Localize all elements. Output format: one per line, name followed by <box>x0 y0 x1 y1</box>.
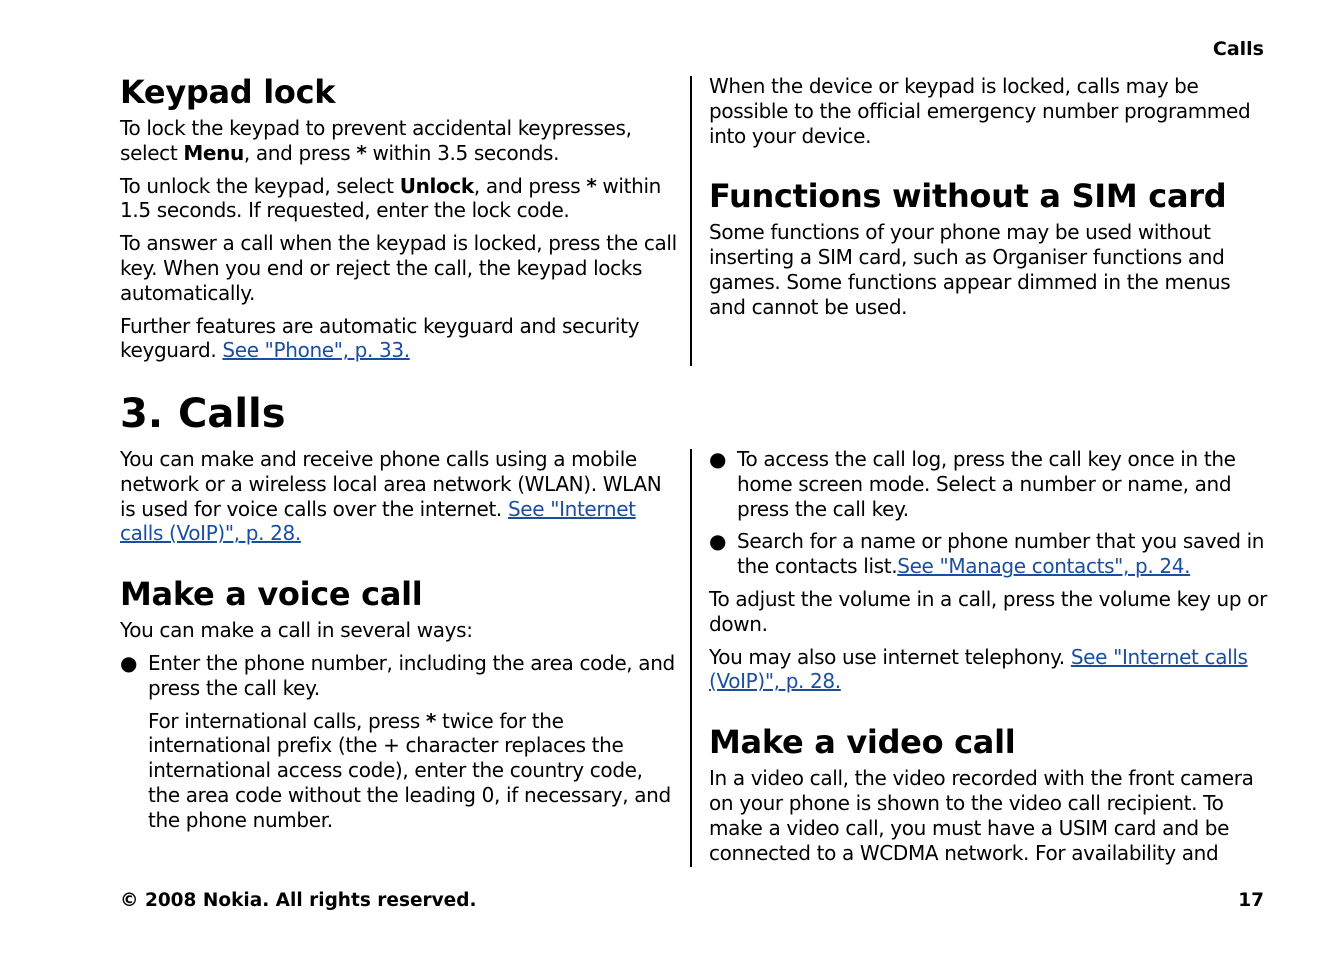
paragraph: You can make and receive phone calls using a mobile network or a wireless local area network (WLAN). WLAN is used for voice calls over the internet. See "Internet calls (VoIP)", p. 28. <box>120 447 662 546</box>
list-item: ● To access the call log, press the call key once in the home screen mode. Select a number or name, and press the call key. <box>709 447 1236 521</box>
footer-copyright: © 2008 Nokia. All rights reserved. <box>120 890 477 911</box>
chapter-title <box>120 392 286 436</box>
keypad-lock-section <box>120 74 680 371</box>
section-heading-video-call: Make a video call <box>709 723 1016 762</box>
section-heading-keypad-lock: Keypad lock <box>120 73 336 111</box>
unlock-term: Unlock <box>399 173 474 198</box>
list-item: ● Enter the phone number, including the area code, and press the call key. <box>120 650 675 700</box>
internet-calls-link[interactable]: See "Internet calls (VoIP)", p. 28. <box>120 496 636 546</box>
bullet-icon: ● <box>120 650 138 675</box>
column-divider-top <box>690 76 692 366</box>
section-heading-voice-call: Make a voice call <box>120 575 423 614</box>
paragraph: Further features are automatic keyguard and security keyguard. See "Phone", p. 33. <box>120 313 640 363</box>
chapter-name: Calls <box>178 391 286 437</box>
section-heading-functions-without-sim: Functions without a SIM card <box>709 177 1227 216</box>
bullet-icon: ● <box>709 529 727 554</box>
list-item: ● Search for a name or phone number that you saved in the contacts list.See "Manage contacts", p. 24. <box>709 529 1265 579</box>
menu-term: Menu <box>183 140 244 165</box>
paragraph: You can make a call in several ways: <box>120 618 473 643</box>
paragraph: To lock the keypad to prevent accidental keypresses, select Menu, and press * within 3.5 seconds. <box>120 116 632 165</box>
bullet-icon: ● <box>709 447 727 471</box>
calls-right-column <box>709 447 1269 873</box>
paragraph: To unlock the keypad, select Unlock, and press * within 1.5 seconds. If requested, enter the lock code. <box>120 173 661 223</box>
paragraph: When the device or keypad is locked, calls may be possible to the official emergency number programmed into your device. <box>709 74 1251 148</box>
paragraph-indented: For international calls, press * twice for the international prefix (the + character replaces the international access code), enter the country code, the area code without the leading 0, if necessary, and the phone number. <box>148 708 671 832</box>
paragraph: You may also use internet telephony. See "Internet calls (VoIP)", p. 28. <box>709 644 1248 694</box>
bullet-list <box>120 651 680 701</box>
running-head: Calls <box>1212 38 1264 60</box>
paragraph: To adjust the volume in a call, press the volume key up or down. <box>709 586 1267 636</box>
calls-left-column <box>120 447 680 841</box>
paragraph: In a video call, the video recorded with the front camera on your phone is shown to the video call recipient. To make a video call, you must have a USIM card and be connected to a WCDMA network. For availability and <box>709 766 1254 865</box>
bullet-list <box>709 447 1269 579</box>
sim-card-section <box>709 74 1269 328</box>
page-number: 17 <box>1238 890 1264 911</box>
paragraph: To answer a call when the keypad is locked, press the call key. When you end or reject the call, the keypad locks automatically. <box>120 231 677 305</box>
column-divider-bottom <box>690 449 692 867</box>
internet-calls-link[interactable]: See "Internet calls (VoIP)", p. 28. <box>709 644 1248 694</box>
manage-contacts-link[interactable]: See "Manage contacts", p. 24. <box>897 554 1191 579</box>
chapter-number: 3. <box>120 391 164 437</box>
paragraph: Some functions of your phone may be used without inserting a SIM card, such as Organiser functions and games. Some functions appear dimmed in the menus and cannot be used. <box>709 220 1231 319</box>
phone-link[interactable]: See "Phone", p. 33. <box>222 338 410 363</box>
